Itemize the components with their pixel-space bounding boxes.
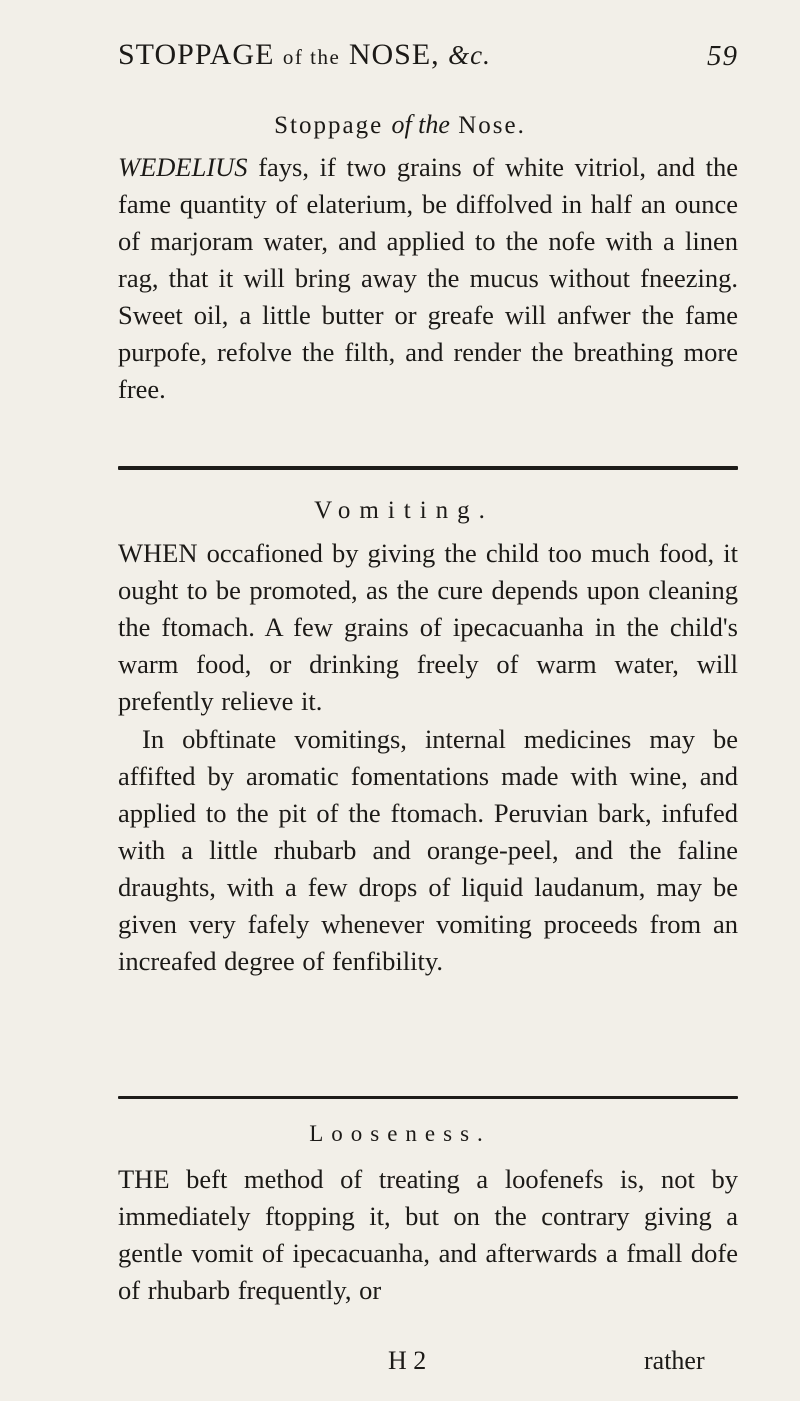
paragraph-vomiting-2: In obftinate vomitings, internal medicines may be affifted by aromatic fomentations made with wine, and applied to the pit of the ftomach. Peruvian bark, infufed with a little rhubarb and orange-peel, and the faline draughts, with a few drops of liquid laudanum, may be given very fafely whenever vomiting proceeds from an increafed degree of fenfibility. <box>118 724 738 976</box>
section-heading-vomiting: Vomiting. <box>314 497 494 524</box>
running-head-of-the: of the <box>282 45 341 69</box>
running-head-title: STOPPAGE <box>118 38 275 71</box>
running-head-nose: NOSE, <box>348 38 440 71</box>
heading-of-the: of the <box>391 110 450 139</box>
heading-nose-word: Nose. <box>458 112 526 139</box>
heading-stoppage-word: Stoppage <box>274 112 384 139</box>
catchword: rather <box>644 1346 705 1375</box>
paragraph-vomiting-1: WHEN occafioned by giving the child too much food, it ought to be promoted, as the cure depends upon cleaning the ftomach. A few grains of ipecacuanha in the child's warm food, or drinking freely of warm water, will prefently relieve it. <box>118 538 738 716</box>
section-divider <box>118 466 738 470</box>
section-heading-looseness: Looseness. <box>309 1121 491 1146</box>
paragraph-stoppage <box>118 149 738 408</box>
running-head <box>118 38 738 72</box>
paragraph-stoppage-text: fays, if two grains of white vitriol, and the fame quantity of elaterium, be diffolved in half an ounce of marjoram water, and applied to the nofe with a linen rag, that it will bring away the mucus without fneezing. Sweet oil, a little butter or greafe will anfwer the fame purpofe, refolve the filth, and render the breathing more free. <box>118 152 738 404</box>
author-name: WEDELIUS <box>118 152 248 182</box>
signature-mark: H 2 <box>388 1346 427 1375</box>
section-heading-stoppage <box>0 110 800 140</box>
page-number: 59 <box>707 40 738 72</box>
paragraph-looseness: THE beft method of treating a loofenefs is, not by immediately ftopping it, but on the contrary giving a gentle vomit of ipecacuanha, and afterwards a fmall dofe of rhubarb frequently, or <box>118 1164 738 1305</box>
running-head-etc: &c. <box>448 40 491 70</box>
section-divider <box>118 1096 738 1099</box>
